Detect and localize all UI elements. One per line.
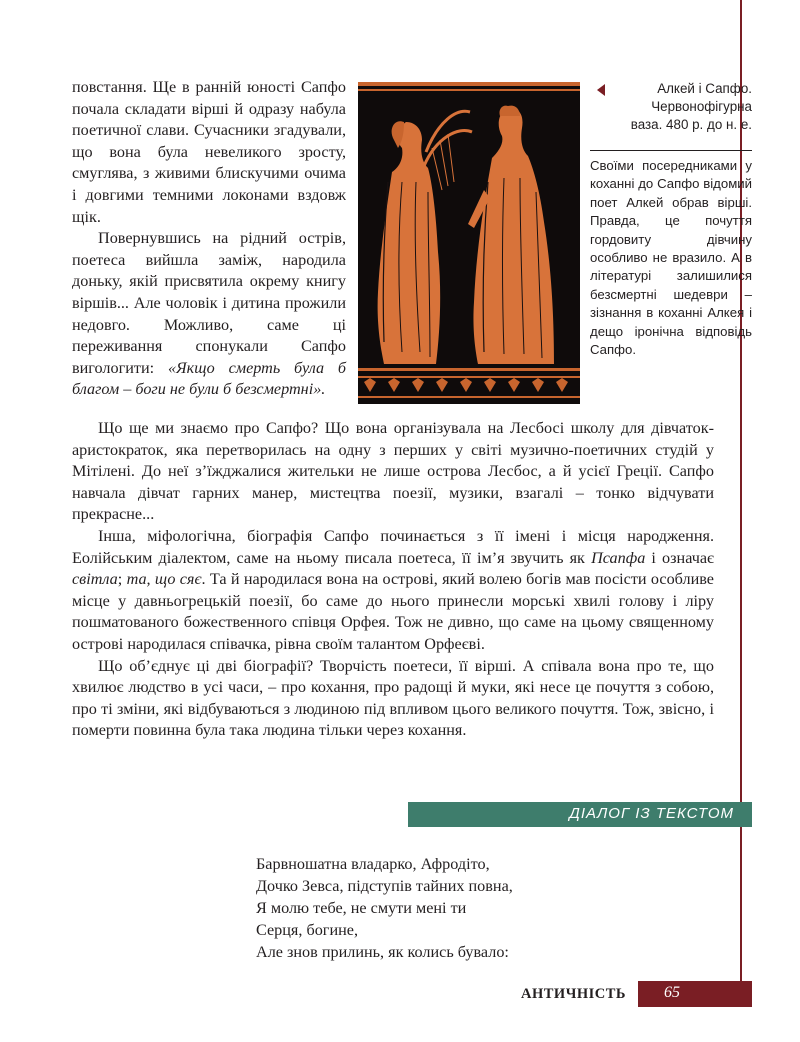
- vase-caption: [597, 80, 752, 134]
- p2-part-d: . Та й народилася вона на острові, який волею богів мав посісти особливе місце у давньогрецькій поезії, бо саме до нього принесли морські хвилі голову і ліру пошматованого божественного співця Орфея. Тож не дивно, що саме на цьому священному острові народилася співачка, рівна своїм талантом Орфеєві.: [72, 570, 714, 653]
- caption-line-3: ваза. 480 р. до н. е.: [630, 117, 752, 132]
- red-figure-vase-image: [358, 82, 580, 404]
- poem-line: Дочко Зевса, підступів тайних повна,: [256, 877, 513, 895]
- main-text: [72, 418, 714, 742]
- page-number: 65: [664, 984, 680, 1001]
- side-note: [590, 150, 752, 359]
- poem-line: Барвношатна владарко, Афродіто,: [256, 855, 490, 873]
- intro-paragraph-1: повстання. Ще в ранній юності Сапфо почала складати вірші й одразу набула поетичної слави. Сучасники згадували, що вона була невеликого зросту, смуглява, з живими блискучими очима і довгими темними локонами вздовж щік.: [72, 78, 346, 226]
- footer-section-title: АНТИЧНІСТЬ: [521, 986, 626, 1002]
- p2-part-a: Інша, міфологічна, біографія Сапфо починається з її імені і місця народження. Еолійським діалектом, саме на ньому писала поетеса, її ім’я звучить як: [72, 526, 714, 567]
- side-note-text: Своїми посередниками у коханні до Сапфо відомий поет Алкей обрав вірші. Правда, це почуття гордовиту дівчину особливо не вразило. А в літературі залишилися безсмертні шедеври – зізнання в коханні Алкея і дещо іронічна відповідь Сапфо.: [590, 158, 752, 358]
- poem-line: Але знов прилинь, як колись бувало:: [256, 943, 509, 961]
- dialog-with-text-banner: [408, 802, 752, 827]
- caption-line-2: Червонофігурна: [651, 99, 752, 114]
- term-psapfa: Псапфа: [591, 548, 646, 567]
- banner-label: ДІАЛОГ ІЗ ТЕКСТОМ: [569, 805, 734, 822]
- p2-part-c: ;: [117, 570, 127, 589]
- intro-paragraph-2: [72, 228, 346, 401]
- caption-pointer-icon: [597, 84, 605, 96]
- vase-illustration: [358, 82, 580, 404]
- page-number-bar: [638, 981, 752, 1007]
- intro-paragraph-2-text: Повернувшись на рідний острів, поетеса вийшла заміж, народила доньку, якій присвятила окрему книгу віршів... Але чоловік і дитина прожили недовго. Можливо, саме ці переживання спонукали Сапфо вигологити:: [72, 229, 346, 377]
- sappho-quote: «Якщо смерть була б благом – боги не були б безсмертні».: [72, 358, 347, 399]
- main-paragraph-3: Що об’єднує ці дві біографії? Творчість поетеси, її вірші. А співала вона про те, що хвилює людство в усі часи, – про кохання, про радощі й муки, які несе це почуття з собою, про ті зміни, які відбуваються з людиною під впливом цього великого почуття. Тож, звісно, і померти повинна була така людина тільки через кохання.: [72, 656, 714, 740]
- poem-excerpt: [256, 853, 676, 963]
- term-svitla: світла: [72, 570, 118, 589]
- poem-line: Серця, богине,: [256, 921, 359, 939]
- poem-line: Я молю тебе, не смути мені ти: [256, 899, 467, 917]
- term-shcho-siaie: та, що сяє: [126, 570, 202, 589]
- intro-column: [72, 77, 346, 401]
- main-paragraph-1: Що ще ми знаємо про Сапфо? Що вона організувала на Лесбосі школу для дівчаток-аристократок, яка перетворилась на одну з перших у світі музично-поетичних студій у Мітілені. До неї з’їжджалися жительки не лише острова Лесбос, а й усієї Греції. Сапфо навчала дівчат гарних манер, мистецтва поезії, музики, взагалі – тонко відчувати прекрасне...: [72, 419, 714, 524]
- caption-line-1: Алкей і Сапфо.: [657, 81, 752, 96]
- p2-part-b: і означає: [645, 548, 715, 567]
- main-paragraph-2: [72, 526, 714, 656]
